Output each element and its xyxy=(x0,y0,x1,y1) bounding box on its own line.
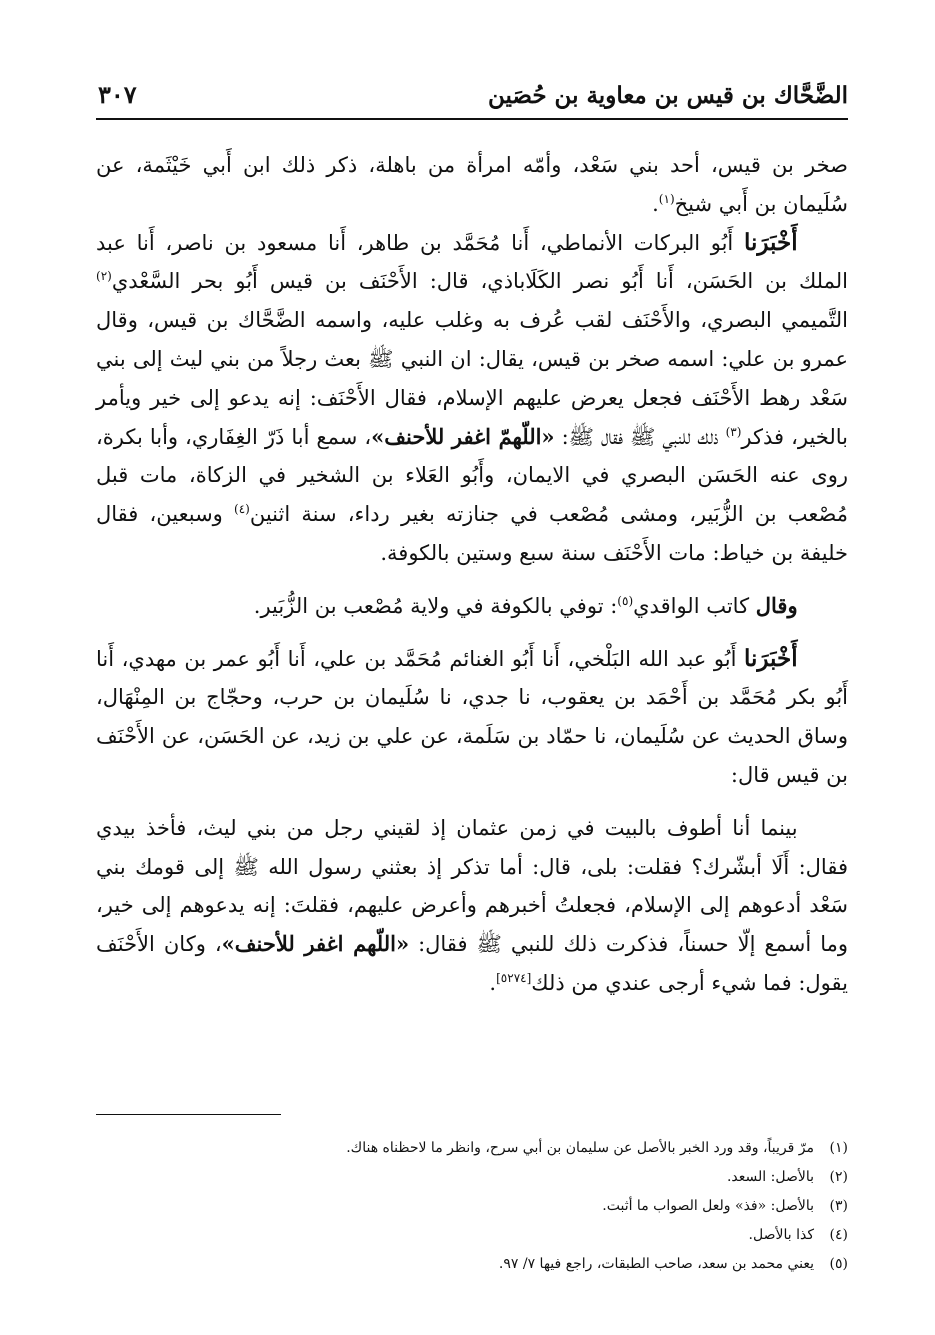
highlighted-text: وقال xyxy=(755,592,798,618)
text-segment: صخر بن قيس، أحد بني سَعْد، وأمّه امرأة من باهلة، ذكر ذلك ابن أَبي خَيْثَمة، عن سُلَيمان بن أَبي شيخ xyxy=(96,153,848,216)
paragraph xyxy=(96,146,848,224)
footnote-number: (١) xyxy=(829,1140,848,1156)
footnote-item xyxy=(96,1221,848,1250)
highlighted-text: «اللّهمّ اغفر للأحنف» xyxy=(371,423,555,449)
footnote-marker: (٣) xyxy=(725,424,742,439)
footnote-number: (٢) xyxy=(829,1169,848,1185)
footnote-marker: (١) xyxy=(658,191,675,206)
text-segment: . xyxy=(489,970,497,995)
paragraph xyxy=(96,224,848,573)
footnote-marker: (٥) xyxy=(617,593,634,608)
footnote-marker: [٥٢٧٤] xyxy=(496,970,532,985)
footnotes xyxy=(96,1134,848,1279)
footnote-number: (٣) xyxy=(829,1198,848,1214)
text-segment: التَّميمي البصري، والأَحْنَف لقب عُرف به وغلب عليه، واسمه الضَّحَّاك بن قيس، وقال عمرو بن علي: اسمه صخر بن قيس، يقال: ان النبي ﷺ بعث رجلاً من بني ليث إلى بني سَعْد رهط الأَحْنَف فجعل يعرض عليهم الإسلام، فقال الأَحْنَف: إنه يدعو إلى خير ويأمر بالخير، فذكر xyxy=(96,308,848,449)
book-page xyxy=(96,60,848,1300)
text-segment: أَبُو البركات الأنماطي، أَنا مُحَمَّد بن طاهر، أَنا مسعود بن ناصر، أَنا عبد الملك بن الحَسَن، أَنا أَبُو نصر الكَلَاباذي، قال: الأَحْنَف بن قيس أَبُو بحر السَّعْدي xyxy=(96,230,848,294)
isnad-lead: أَخْبَرَنا xyxy=(743,644,798,672)
main-text xyxy=(96,146,848,1003)
footnote-item xyxy=(96,1192,848,1221)
header-rule xyxy=(96,118,848,120)
running-header xyxy=(96,78,848,118)
footnote-item xyxy=(96,1163,848,1192)
footnote-text: بالأصل: السعد. xyxy=(726,1169,814,1185)
text-segment: كاتب الواقدي xyxy=(633,593,756,618)
footnote-text: يعني محمد بن سعد، صاحب الطبقات، راجع فيها ٧/ ٩٧. xyxy=(498,1256,814,1272)
highlighted-text: «اللّهم اغفر للأحنف» xyxy=(221,931,410,957)
text-segment: بينما أنا أطوف بالبيت في زمن عثمان إذ لقيني رجل من بني ليث، فأخذ بيدي فقال: أَلَا أبشّرك؟ فقلت: بلى، قال: أما تذكر إذ بعثني رسول الله ﷺ إلى قومك بني سَعْد أدعوهم إلى الإسلام، فجعلتُ أخبرهم وأعرض عليهم، فقلتَ: إنه يدعوهم إلى خير، وما أسمع إلّا حسناً، فذكرت ذلك للنبي ﷺ فقال: xyxy=(96,815,848,957)
text-segment: ، وكان الأَحْنَف يقول: فما شيء أرجى عندي من ذلك xyxy=(96,932,848,995)
footnote-item xyxy=(96,1134,848,1163)
footnote-separator xyxy=(96,1114,281,1115)
footnote-text: كذا بالأصل. xyxy=(748,1227,814,1243)
paragraph xyxy=(96,809,848,1003)
paragraph xyxy=(96,587,848,626)
running-title: الضَّحَّاك بن قيس بن معاوية بن حُصَين xyxy=(487,82,848,109)
footnote-marker: (٢) xyxy=(96,269,112,284)
text-segment: وسبعين، فقال خليفة بن خياط: مات الأَحْنَف سنة سبع وستين بالكوفة. xyxy=(96,502,848,565)
footnote-item xyxy=(96,1250,848,1279)
text-segment: ذلك للنبي ﷺ فقال ﷺ: xyxy=(554,424,726,449)
footnote-text: مرّ قريباً، وقد ورد الخبر بالأصل عن سليمان بن أبي سرح، وانظر ما لاحظناه هناك. xyxy=(346,1140,814,1156)
text-segment: ، سمع أبا ذَرّ الغِفَاري، وأبا بكرة، روى عنه الحَسَن البصري في الايمان، وأَبُو العَلاء بن الشخير في الزكاة، مات قبل مُصْعب بن الزُّبَير، ومشى مُصْعب في جنازته بغير رداء، سنة اثنين xyxy=(96,424,848,527)
text-segment: : توفي بالكوفة في ولاية مُصْعب بن الزُّبَير. xyxy=(253,593,618,618)
text-segment: أَبُو عبد الله البَلْخي، أَنا أَبُو الغنائم مُحَمَّد بن علي، أَنا أَبُو عمر بن مهدي، أَنا أَبُو بكر مُحَمَّد بن أَحْمَد بن يعقوب، نا جدي، نا سُلَيمان بن حرب، وحجّاج بن المِنْهَال، وساق الحديث عن سُلَيمان، نا حمّاد بن سَلَمة، عن علي بن زيد، عن الحَسَن، عن الأَحْنَف بن قيس قال: xyxy=(96,646,848,787)
footnote-marker: (٤) xyxy=(234,502,250,517)
footnote-text: بالأصل: «فذ» ولعل الصواب ما أثبت. xyxy=(602,1198,814,1214)
footnote-number: (٤) xyxy=(829,1227,848,1243)
paragraph xyxy=(96,640,848,795)
page-number: ٣٠٧ xyxy=(98,80,137,109)
footnote-number: (٥) xyxy=(829,1256,848,1272)
isnad-lead: أَخْبَرَنا xyxy=(743,228,798,256)
text-segment: . xyxy=(652,191,659,216)
